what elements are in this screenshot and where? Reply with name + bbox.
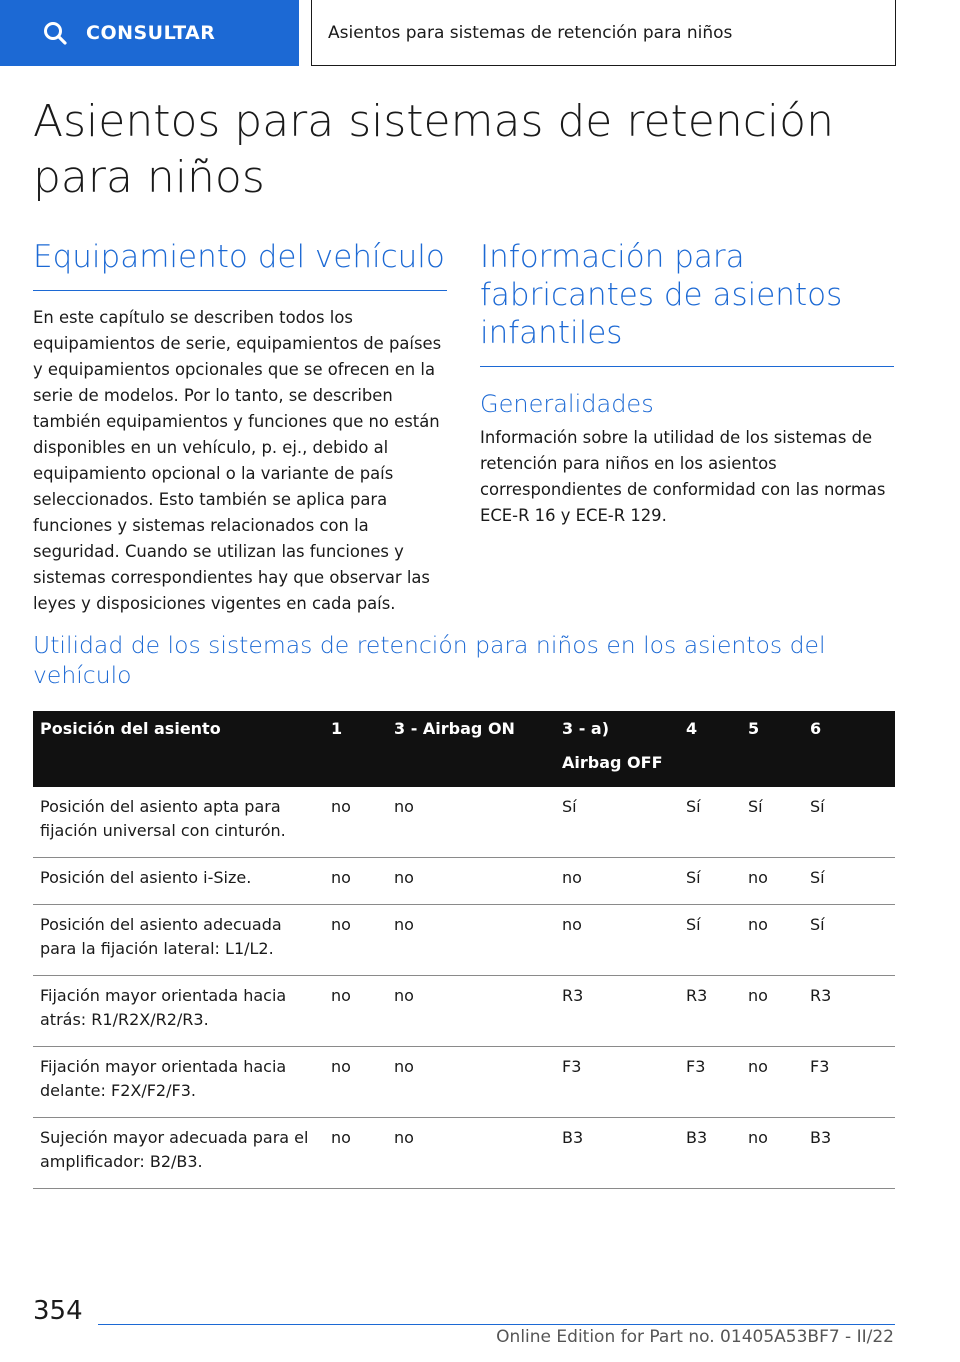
breadcrumb-label: Asientos para sistemas de retención para niños [328, 22, 733, 43]
top-bar [0, 0, 960, 66]
table-row [33, 976, 895, 1047]
table-cell: no [387, 1047, 555, 1118]
subheading-general: Generalidades [480, 390, 654, 418]
table-cell: R3 [803, 976, 895, 1047]
table-cell: Fijación mayor orientada hacia atrás: R1/R2X/R2/R3. [33, 976, 324, 1047]
table-cell: no [324, 787, 387, 858]
table-cell: no [324, 1047, 387, 1118]
breadcrumb[interactable] [311, 0, 896, 66]
table-cell: Sí [679, 858, 741, 905]
header-seat-4: 4 [679, 711, 741, 787]
page-title: Asientos para sistemas de retención para niños [33, 96, 834, 203]
manufacturer-info-section [480, 238, 894, 529]
table-cell: Sí [803, 905, 895, 976]
header-seat-1: 1 [324, 711, 387, 787]
header-seat-6: 6 [803, 711, 895, 787]
table-row [33, 1118, 895, 1189]
table-row [33, 858, 895, 905]
table-cell: F3 [679, 1047, 741, 1118]
table-cell: no [387, 858, 555, 905]
table-cell: Sí [679, 905, 741, 976]
table-cell: B3 [555, 1118, 679, 1189]
table-cell: Posición del asiento adecuada para la fijación lateral: L1/L2. [33, 905, 324, 976]
table-row [33, 787, 895, 858]
table-cell: no [324, 905, 387, 976]
table-cell: Sí [803, 787, 895, 858]
table-cell: no [387, 787, 555, 858]
table-row [33, 1047, 895, 1118]
table-cell: no [555, 905, 679, 976]
table-cell: Posición del asiento i-Size. [33, 858, 324, 905]
vehicle-equipment-section [33, 238, 447, 617]
table-cell: F3 [803, 1047, 895, 1118]
table-cell: B3 [803, 1118, 895, 1189]
table-cell: R3 [679, 976, 741, 1047]
table-cell: Fijación mayor orientada hacia delante: F2X/F2/F3. [33, 1047, 324, 1118]
header-airbag-off-label: Airbag OFF [562, 753, 663, 772]
seat-suitability-table [33, 711, 895, 1189]
header-seat-3a-label: 3 - a) [562, 719, 610, 738]
header-seat-position: Posición del asiento [33, 711, 324, 787]
table-cell: Sí [679, 787, 741, 858]
section-heading-manufacturers: Información para fabricantes de asientos infantiles [480, 238, 894, 367]
page-number: 354 [33, 1296, 83, 1326]
table-cell: Sujeción mayor adecuada para el amplificador: B2/B3. [33, 1118, 324, 1189]
table-cell: Sí [741, 787, 803, 858]
table-header-row [33, 711, 895, 787]
table-cell: no [741, 905, 803, 976]
section-heading-equipment: Equipamiento del vehículo [33, 238, 447, 291]
table-cell: no [741, 1118, 803, 1189]
table-cell: no [324, 858, 387, 905]
table-cell: no [741, 1047, 803, 1118]
table-cell: Posición del asiento apta para fijación universal con cinturón. [33, 787, 324, 858]
table-cell: F3 [555, 1047, 679, 1118]
table-cell: no [387, 905, 555, 976]
header-seat-3-airbag-on: 3 - Airbag ON [387, 711, 555, 787]
table-cell: no [387, 976, 555, 1047]
table-cell: no [555, 858, 679, 905]
equipment-body-text: En este capítulo se describen todos los equipamientos de serie, equipamientos de países y equipamientos opcionales que se ofrecen en la serie de modelos. Por lo tanto, se describen también equipamientos y funciones que no están disponibles en un vehículo, p. ej., debido al equipamiento opcional o la variante de país seleccionados. Esto también se aplica para funciones y sistemas relacionados con la seguridad. Cuando se utilizan las funciones y sistemas correspondientes hay que observar las leyes y disposiciones vigentes en cada país. [33, 308, 442, 613]
table-heading: Utilidad de los sistemas de retención para niños en los asientos del vehículo [33, 631, 826, 689]
table-cell: R3 [555, 976, 679, 1047]
edition-note: Online Edition for Part no. 01405A53BF7 - II/22 [496, 1327, 894, 1347]
table-cell: B3 [679, 1118, 741, 1189]
consult-button[interactable] [0, 0, 299, 66]
consult-label: CONSULTAR [86, 22, 216, 44]
general-body-text: Información sobre la utilidad de los sistemas de retención para niños en los asientos correspondientes de conformidad con las normas ECE-R 16 y ECE-R 129. [480, 428, 886, 525]
table-cell: Sí [555, 787, 679, 858]
table-cell: Sí [803, 858, 895, 905]
header-seat-5: 5 [741, 711, 803, 787]
table-cell: no [324, 976, 387, 1047]
table-row [33, 905, 895, 976]
table-cell: no [741, 858, 803, 905]
search-icon [42, 20, 68, 46]
table-cell: no [324, 1118, 387, 1189]
header-seat-3-airbag-off [555, 711, 679, 787]
table-cell: no [741, 976, 803, 1047]
table-cell: no [387, 1118, 555, 1189]
footer-divider [98, 1324, 895, 1325]
